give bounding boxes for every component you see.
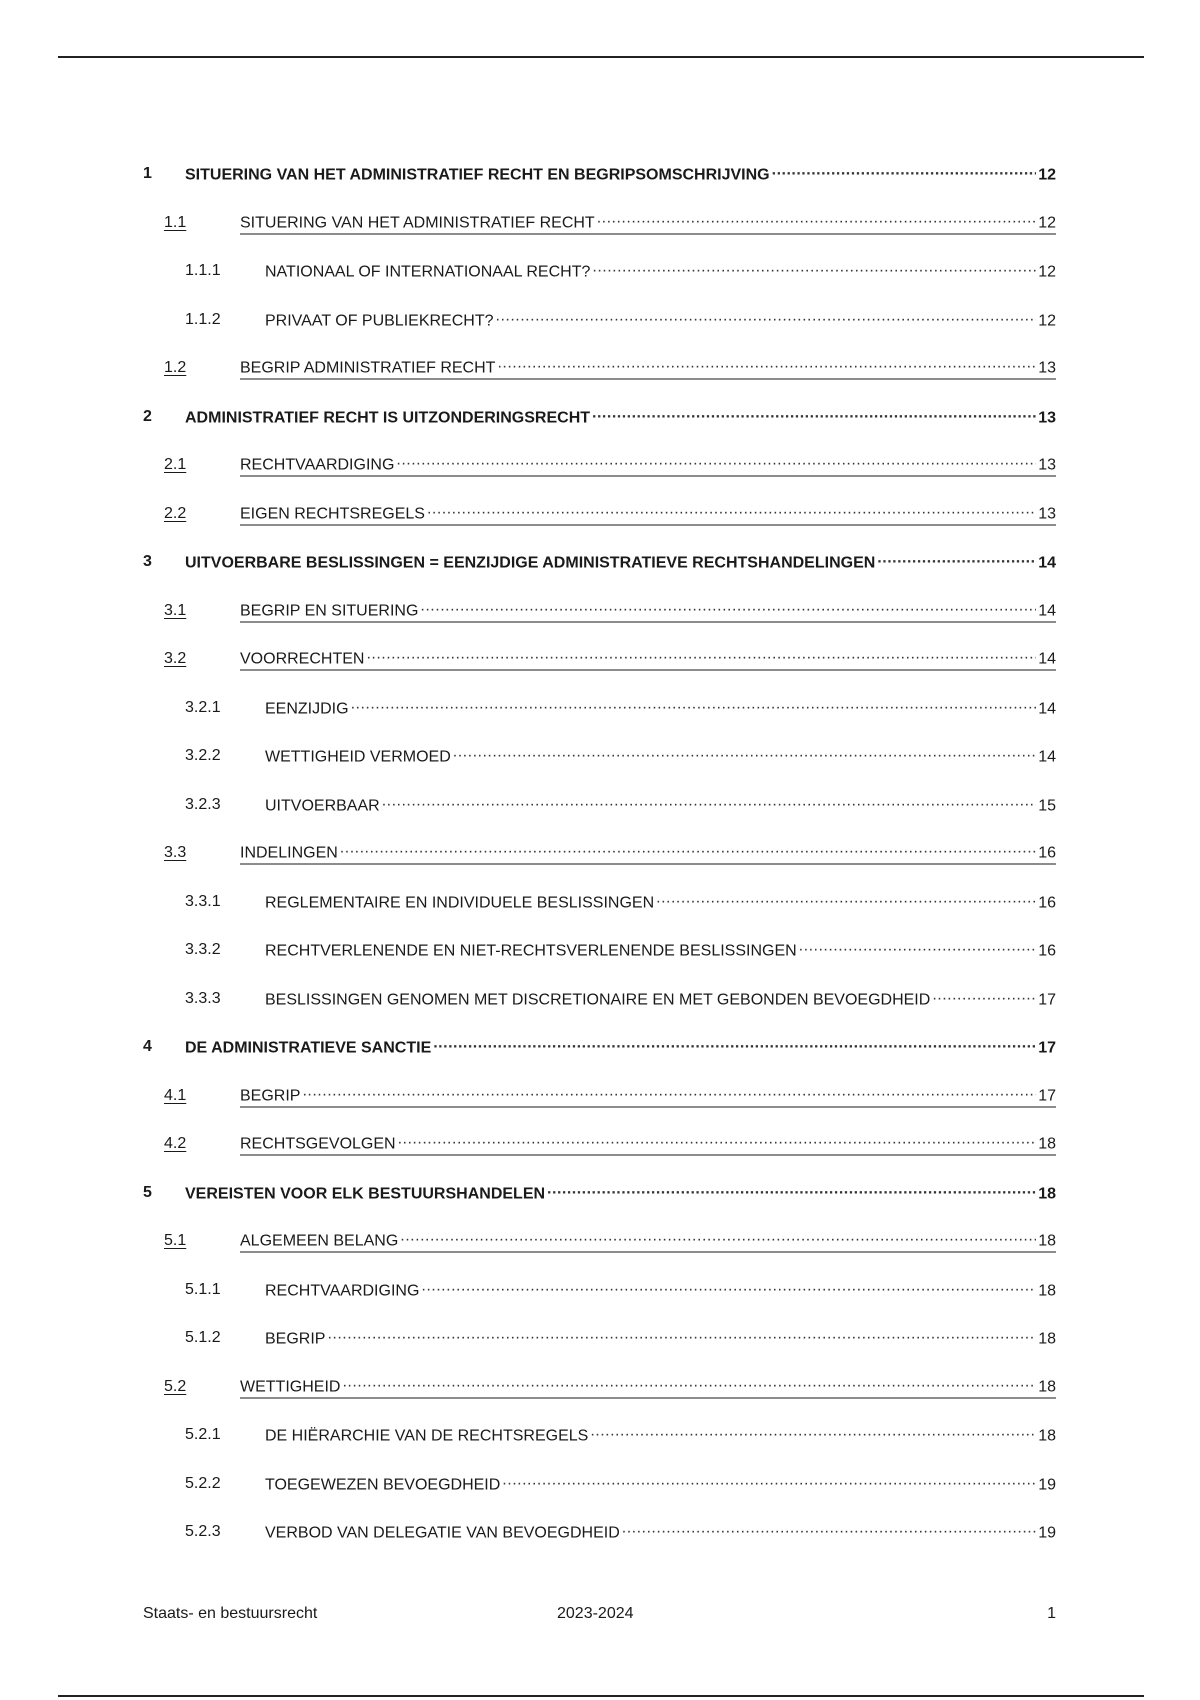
toc-entry-title: REGLEMENTAIRE EN INDIVIDUELE BESLISSINGEN [265, 894, 655, 912]
toc-entry-link[interactable] [240, 454, 1056, 477]
toc-entry-3-3-2[interactable] [143, 926, 1056, 975]
toc-entry-page: 18 [1038, 1330, 1056, 1348]
toc-entry-page: 13 [1038, 409, 1056, 427]
toc-entry-title: VERBOD VAN DELEGATIE VAN BEVOEGDHEID [265, 1524, 620, 1542]
toc-entry-link[interactable] [265, 1425, 1056, 1446]
toc-entry-title: DE ADMINISTRATIEVE SANCTIE [185, 1039, 432, 1057]
toc-entry-number: 3.2 [164, 650, 187, 668]
toc-entry-number: 5.1.2 [185, 1329, 221, 1347]
toc-entry-page: 16 [1038, 894, 1056, 912]
toc-entry-3-2-2[interactable] [143, 732, 1056, 781]
toc-entry-4[interactable] [143, 1023, 1056, 1072]
toc-entry-number: 4.2 [164, 1135, 187, 1153]
page-footer [143, 1605, 1056, 1629]
toc-entry-title: TOEGEWEZEN BEVOEGDHEID [265, 1476, 501, 1494]
toc-entry-5-2-1[interactable] [143, 1411, 1056, 1460]
toc-entry-title: BEGRIP [240, 1087, 301, 1105]
toc-entry-title: VEREISTEN VOOR ELK BESTUURSHANDELEN [185, 1185, 546, 1203]
toc-entry-3[interactable] [143, 538, 1056, 587]
toc-entry-2-1[interactable] [143, 441, 1056, 490]
dot-leader [351, 697, 1037, 713]
toc-entry-number: 1.1.1 [185, 262, 221, 280]
toc-entry-3-3[interactable] [143, 829, 1056, 878]
toc-entry-1-1[interactable] [143, 199, 1056, 248]
toc-entry-title: ADMINISTRATIEF RECHT IS UITZONDERINGSRECHT [185, 409, 591, 427]
dot-leader [453, 746, 1036, 762]
table-of-contents [143, 150, 1056, 1557]
toc-entry-link[interactable] [265, 697, 1056, 718]
toc-entry-page: 17 [1038, 991, 1056, 1009]
toc-entry-title: BEGRIP ADMINISTRATIEF RECHT [240, 359, 496, 377]
dot-leader [622, 1522, 1036, 1538]
toc-entry-number: 4 [143, 1038, 152, 1056]
toc-entry-number: 2 [143, 407, 152, 425]
dot-leader [327, 1328, 1036, 1344]
toc-entry-page: 17 [1038, 1039, 1056, 1057]
footer-rule [58, 1695, 1144, 1697]
dot-leader [497, 357, 1036, 373]
toc-entry-3-3-1[interactable] [143, 878, 1056, 927]
toc-entry-page: 13 [1038, 456, 1056, 474]
toc-entry-link[interactable] [265, 1522, 1056, 1543]
dot-leader [302, 1084, 1036, 1100]
toc-entry-number: 1.1.2 [185, 310, 221, 328]
toc-entry-title: RECHTVAARDIGING [240, 456, 395, 474]
toc-entry-page: 14 [1038, 748, 1056, 766]
dot-leader [597, 211, 1037, 227]
toc-entry-page: 14 [1038, 700, 1056, 718]
toc-entry-number: 2.2 [164, 504, 187, 522]
toc-entry-page: 19 [1038, 1476, 1056, 1494]
toc-entry-page: 13 [1038, 505, 1056, 523]
toc-entry-number: 5.2 [164, 1377, 187, 1395]
toc-entry-link[interactable] [240, 599, 1056, 622]
toc-entry-number: 5.2.3 [185, 1523, 221, 1541]
header-rule [58, 56, 1144, 58]
toc-entry-3-2-3[interactable] [143, 781, 1056, 830]
toc-entry-link[interactable] [240, 1133, 1056, 1156]
toc-entry-link[interactable] [265, 309, 1056, 330]
dot-leader [342, 1375, 1036, 1391]
footer-course-title: Staats- en bestuursrecht [143, 1605, 318, 1622]
toc-entry-page: 12 [1038, 166, 1056, 184]
toc-entry-link[interactable] [265, 794, 1056, 815]
toc-entry-3-2[interactable] [143, 635, 1056, 684]
toc-entry-link[interactable] [265, 261, 1056, 282]
toc-entry-number: 3.1 [164, 601, 187, 619]
toc-entry-link[interactable] [265, 746, 1056, 767]
dot-leader [396, 454, 1036, 470]
toc-entry-link[interactable] [265, 891, 1056, 912]
toc-entry-5-1-1[interactable] [143, 1266, 1056, 1315]
toc-entry-title: PRIVAAT OF PUBLIEKRECHT? [265, 312, 494, 330]
toc-entry-link[interactable] [185, 406, 1056, 427]
toc-entry-link[interactable] [185, 1182, 1056, 1203]
dot-leader [340, 842, 1036, 858]
toc-entry-link[interactable] [240, 1084, 1056, 1107]
dot-leader [592, 261, 1036, 277]
dot-leader [799, 940, 1037, 956]
toc-entry-link[interactable] [265, 940, 1056, 961]
toc-entry-number: 5 [143, 1183, 152, 1201]
toc-entry-title: ALGEMEEN BELANG [240, 1232, 399, 1250]
toc-entry-link[interactable] [185, 552, 1056, 573]
toc-entry-link[interactable] [240, 842, 1056, 865]
toc-entry-number: 5.1.1 [185, 1280, 221, 1298]
toc-entry-page: 18 [1038, 1232, 1056, 1250]
toc-entry-page: 18 [1038, 1135, 1056, 1153]
toc-entry-link[interactable] [265, 1473, 1056, 1494]
toc-entry-4-2[interactable] [143, 1120, 1056, 1169]
toc-entry-2-2[interactable] [143, 490, 1056, 539]
toc-entry-number: 1.2 [164, 359, 187, 377]
toc-entry-2[interactable] [143, 393, 1056, 442]
toc-entry-number: 3.2.2 [185, 747, 221, 765]
toc-entry-title: WETTIGHEID [240, 1378, 341, 1396]
toc-entry-title: RECHTVAARDIGING [265, 1282, 420, 1300]
toc-entry-page: 16 [1038, 844, 1056, 862]
toc-entry-page: 12 [1038, 214, 1056, 232]
dot-leader [502, 1473, 1036, 1489]
toc-entry-page: 13 [1038, 359, 1056, 377]
toc-entry-title: UITVOERBAAR [265, 797, 380, 815]
toc-entry-number: 3.3.2 [185, 941, 221, 959]
toc-entry-number: 1 [143, 165, 152, 183]
toc-entry-link[interactable] [240, 502, 1056, 525]
toc-entry-number: 3.3.1 [185, 892, 221, 910]
toc-entry-link[interactable] [240, 1230, 1056, 1253]
toc-entry-number: 4.1 [164, 1086, 187, 1104]
toc-entry-number: 5.2.2 [185, 1474, 221, 1492]
dot-leader [382, 794, 1037, 810]
toc-entry-5-2-2[interactable] [143, 1460, 1056, 1509]
toc-entry-title: SITUERING VAN HET ADMINISTRATIEF RECHT [240, 214, 595, 232]
toc-entry-page: 14 [1038, 602, 1056, 620]
toc-entry-page: 19 [1038, 1524, 1056, 1542]
toc-entry-title: EENZIJDIG [265, 700, 349, 718]
toc-entry-link[interactable] [240, 648, 1056, 671]
dot-leader [772, 164, 1037, 180]
toc-entry-1[interactable] [143, 150, 1056, 199]
toc-entry-5-1[interactable] [143, 1217, 1056, 1266]
toc-entry-number: 5.2.1 [185, 1426, 221, 1444]
toc-entry-title: VOORRECHTEN [240, 650, 365, 668]
toc-entry-page: 15 [1038, 797, 1056, 815]
toc-entry-3-2-1[interactable] [143, 684, 1056, 733]
toc-entry-page: 12 [1038, 263, 1056, 281]
toc-entry-link[interactable] [265, 1279, 1056, 1300]
dot-leader [592, 406, 1036, 422]
toc-entry-title: WETTIGHEID VERMOED [265, 748, 451, 766]
toc-entry-number: 1.1 [164, 213, 187, 231]
toc-entry-number: 3.3.3 [185, 989, 221, 1007]
dot-leader [590, 1425, 1036, 1441]
toc-entry-page: 18 [1038, 1185, 1056, 1203]
dot-leader [547, 1182, 1036, 1198]
toc-entry-link[interactable] [265, 1328, 1056, 1349]
toc-entry-number: 3 [143, 553, 152, 571]
toc-entry-number: 3.2.1 [185, 698, 221, 716]
toc-entry-title: DE HIËRARCHIE VAN DE RECHTSREGELS [265, 1427, 589, 1445]
toc-entry-3-1[interactable] [143, 587, 1056, 636]
toc-entry-page: 18 [1038, 1282, 1056, 1300]
toc-entry-1-1-2[interactable] [143, 296, 1056, 345]
dot-leader [656, 891, 1036, 907]
toc-entry-title: BEGRIP [265, 1330, 326, 1348]
toc-entry-link[interactable] [240, 357, 1056, 380]
toc-entry-title: NATIONAAL OF INTERNATIONAAL RECHT? [265, 263, 591, 281]
dot-leader [427, 502, 1036, 518]
toc-entry-page: 18 [1038, 1378, 1056, 1396]
toc-entry-link[interactable] [185, 1037, 1056, 1058]
dot-leader [420, 599, 1036, 615]
toc-entry-5-2[interactable] [143, 1363, 1056, 1412]
toc-entry-1-2[interactable] [143, 344, 1056, 393]
dot-leader [398, 1133, 1037, 1149]
toc-entry-4-1[interactable] [143, 1072, 1056, 1121]
toc-entry-number: 5.1 [164, 1232, 187, 1250]
toc-entry-page: 12 [1038, 312, 1056, 330]
toc-entry-3-3-3[interactable] [143, 975, 1056, 1024]
toc-entry-title: RECHTVERLENENDE EN NIET-RECHTSVERLENENDE BESLISSINGEN [265, 942, 797, 960]
toc-entry-link[interactable] [240, 1375, 1056, 1398]
footer-academic-year: 2023-2024 [557, 1605, 634, 1622]
toc-entry-page: 14 [1038, 650, 1056, 668]
toc-entry-title: SITUERING VAN HET ADMINISTRATIEF RECHT EN BEGRIPSOMSCHRIJVING [185, 166, 770, 184]
toc-entry-5-2-3[interactable] [143, 1508, 1056, 1557]
toc-entry-title: BEGRIP EN SITUERING [240, 602, 419, 620]
toc-entry-page: 14 [1038, 554, 1056, 572]
dot-leader [932, 988, 1036, 1004]
toc-entry-1-1-1[interactable] [143, 247, 1056, 296]
toc-entry-title: EIGEN RECHTSREGELS [240, 505, 425, 523]
toc-entry-title: RECHTSGEVOLGEN [240, 1135, 396, 1153]
dot-leader [877, 552, 1036, 568]
toc-entry-5-1-2[interactable] [143, 1314, 1056, 1363]
footer-page-number: 1 [1047, 1605, 1056, 1622]
dot-leader [366, 648, 1036, 664]
toc-entry-page: 18 [1038, 1427, 1056, 1445]
toc-entry-title: INDELINGEN [240, 844, 338, 862]
toc-entry-title: UITVOERBARE BESLISSINGEN = EENZIJDIGE ADMINISTRATIEVE RECHTSHANDELINGEN [185, 554, 876, 572]
dot-leader [400, 1230, 1036, 1246]
toc-entry-title: BESLISSINGEN GENOMEN MET DISCRETIONAIRE EN MET GEBONDEN BEVOEGDHEID [265, 991, 931, 1009]
dot-leader [496, 309, 1037, 325]
toc-entry-link[interactable] [185, 164, 1056, 185]
toc-entry-link[interactable] [240, 211, 1056, 234]
dot-leader [421, 1279, 1036, 1295]
toc-entry-page: 16 [1038, 942, 1056, 960]
toc-entry-link[interactable] [265, 988, 1056, 1009]
toc-entry-page: 17 [1038, 1087, 1056, 1105]
toc-entry-number: 3.2.3 [185, 795, 221, 813]
dot-leader [433, 1037, 1036, 1053]
toc-entry-number: 3.3 [164, 844, 187, 862]
toc-entry-number: 2.1 [164, 456, 187, 474]
toc-entry-5[interactable] [143, 1169, 1056, 1218]
